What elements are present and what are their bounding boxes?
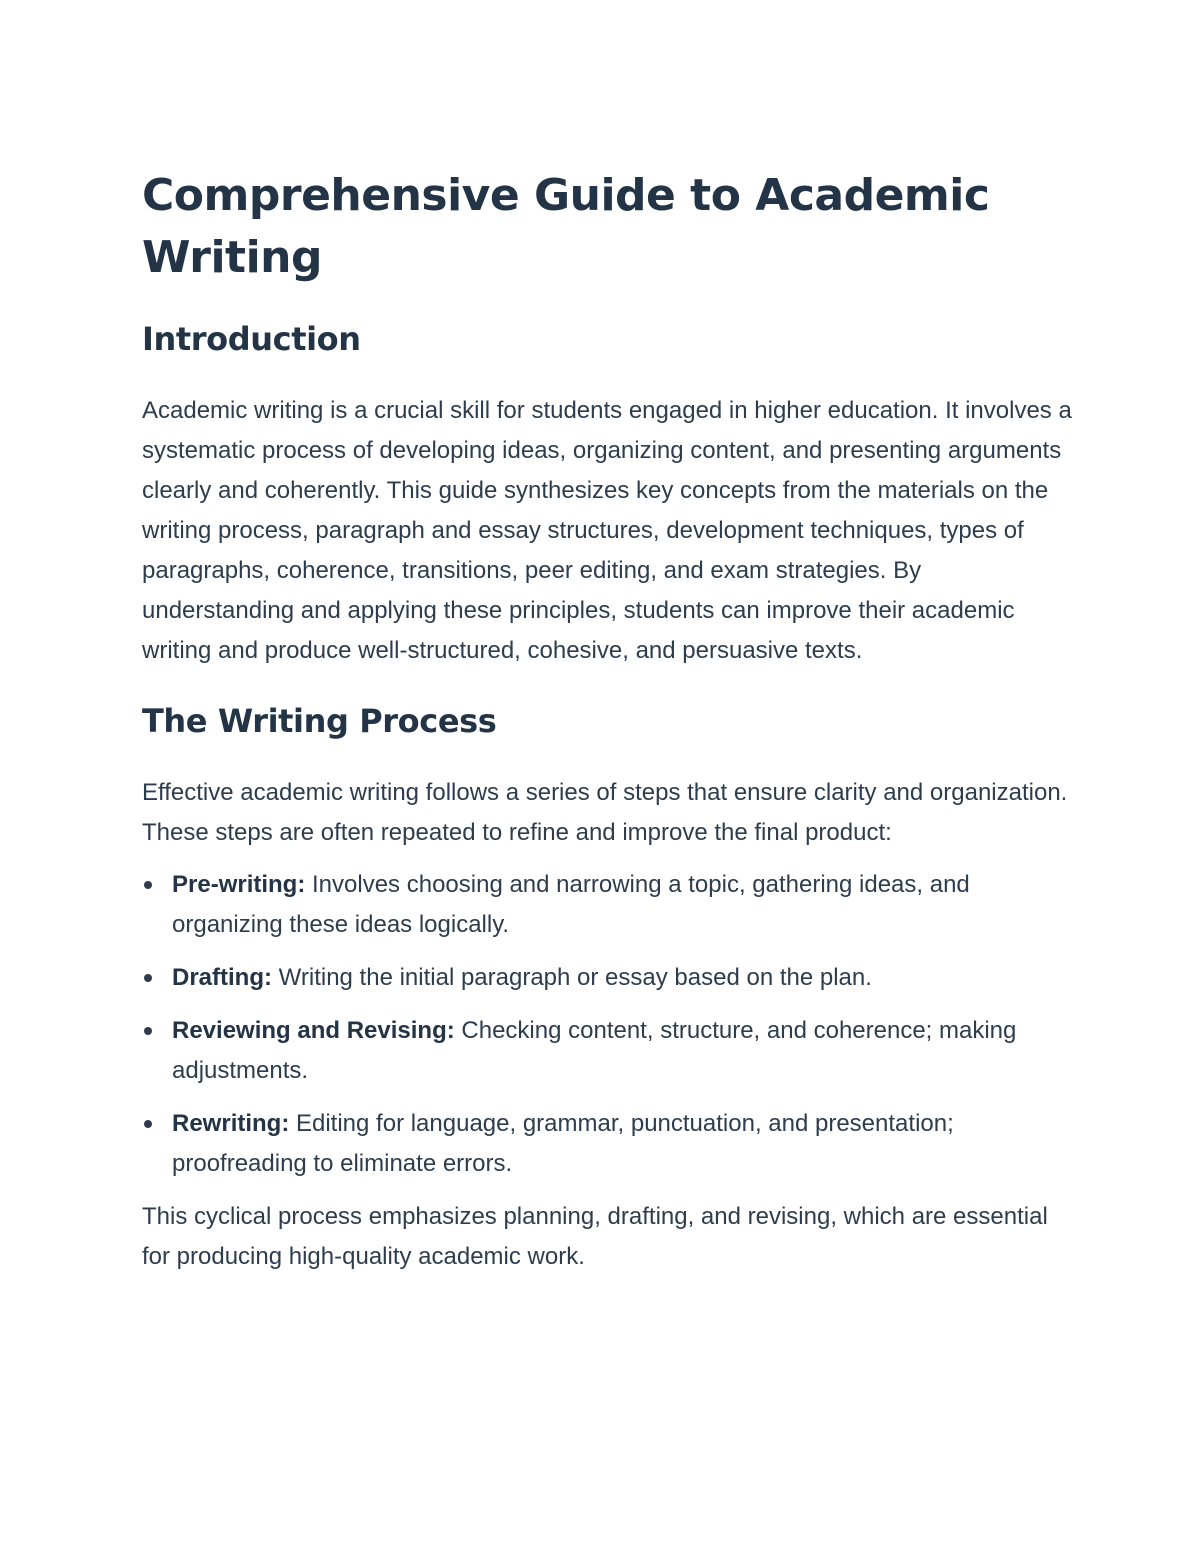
page-title: Comprehensive Guide to Academic Writing <box>142 170 990 283</box>
bullet-icon <box>144 1027 152 1035</box>
section-heading-introduction: Introduction <box>142 320 361 358</box>
list-item-term: Drafting: <box>172 964 272 991</box>
document-page <box>142 165 1072 1277</box>
list-item-text: Checking content, structure, and coherence; making adjustments. <box>172 1017 1017 1084</box>
list-item-rewriting <box>142 1104 1072 1184</box>
list-item-text: Writing the initial paragraph or essay based on the plan. <box>271 964 872 991</box>
introduction-paragraph: Academic writing is a crucial skill for students engaged in higher education. It involves a systematic process of developing ideas, organizing content, and presenting arguments clearly and coherently. This guide synthesizes key concepts from the materials on the writing process, paragraph and essay structures, development techniques, types of paragraphs, coherence, transitions, peer editing, and exam strategies. By understanding and applying these principles, students can improve their academic writing and produce well-structured, cohesive, and persuasive texts. <box>142 397 1072 664</box>
list-item-term: Pre-writing: <box>172 871 306 898</box>
bullet-icon <box>144 974 152 982</box>
list-item-reviewing-revising <box>142 1011 1072 1091</box>
list-item-term: Reviewing and Revising: <box>172 1017 455 1044</box>
list-item-drafting <box>142 958 1072 998</box>
bullet-icon <box>144 881 152 889</box>
list-item-text: Involves choosing and narrowing a topic, gathering ideas, and organizing these ideas logically. <box>172 871 970 938</box>
list-item-pre-writing <box>142 865 1072 945</box>
list-item-term: Rewriting: <box>172 1110 290 1137</box>
section-heading-writing-process: The Writing Process <box>142 702 497 740</box>
writing-steps-list <box>142 865 1072 1184</box>
list-item-text: Editing for language, grammar, punctuation, and presentation; proofreading to eliminate errors. <box>172 1110 954 1177</box>
writing-process-paragraph: Effective academic writing follows a series of steps that ensure clarity and organization. These steps are often repeated to refine and improve the final product: <box>142 779 1068 846</box>
writing-process-closing-paragraph: This cyclical process emphasizes planning, drafting, and revising, which are essential for producing high-quality academic work. <box>142 1203 1048 1270</box>
bullet-icon <box>144 1120 152 1128</box>
